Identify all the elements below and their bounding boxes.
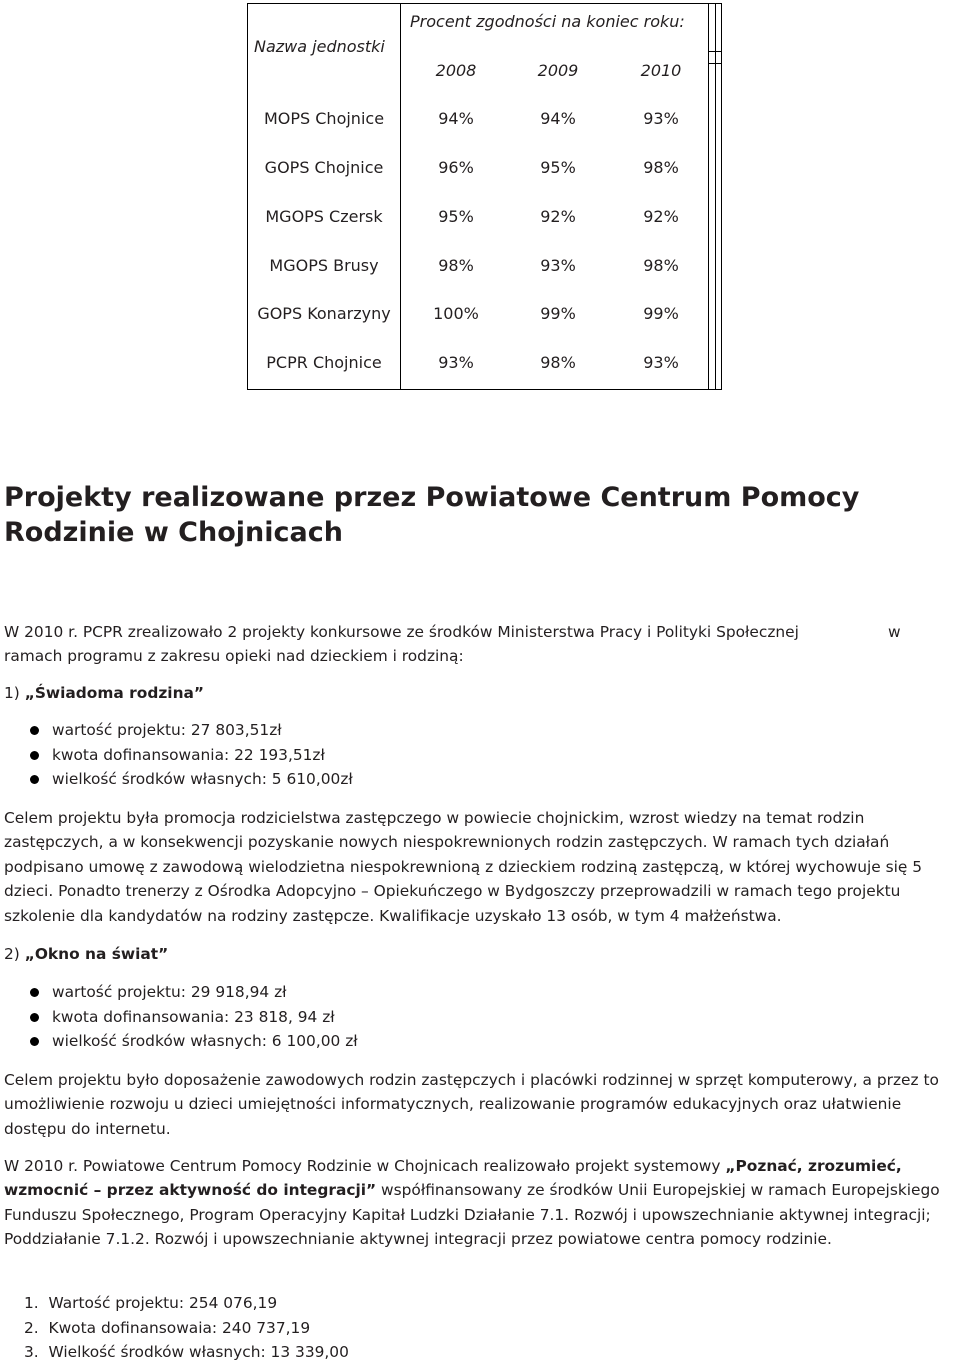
list-item-text: Wartość projektu: 254 076,19	[48, 1294, 278, 1312]
table-divider	[708, 4, 709, 389]
value-cell: 92%	[643, 207, 679, 226]
unit-name: MGOPS Czersk	[265, 207, 383, 226]
value-cell: 95%	[540, 158, 576, 177]
bullet-icon	[30, 775, 39, 784]
value-cell: 93%	[643, 353, 679, 372]
list-item-text: Wielkość środków własnych: 13 339,00	[48, 1343, 349, 1361]
list-item-text: kwota dofinansowania: 22 193,51zł	[52, 746, 325, 764]
list-item-text: wartość projektu: 29 918,94 zł	[52, 983, 287, 1001]
table-divider	[715, 4, 716, 389]
unit-name: MGOPS Brusy	[269, 256, 379, 275]
list-item-text: Kwota dofinansowaia: 240 737,19	[48, 1319, 311, 1337]
list-item	[52, 718, 282, 742]
value-cell: 94%	[540, 109, 576, 128]
value-cell: 100%	[433, 304, 479, 323]
value-cell: 94%	[438, 109, 474, 128]
value-cell: 93%	[540, 256, 576, 275]
value-cell: 99%	[643, 304, 679, 323]
year-header: 2009	[537, 61, 579, 80]
intro-line-1	[4, 620, 956, 644]
list-item-text: wielkość środków własnych: 6 100,00 zł	[52, 1032, 358, 1050]
value-cell: 98%	[643, 158, 679, 177]
list-number: 1.	[24, 1294, 39, 1312]
table-divider	[400, 4, 401, 389]
list-item-text: kwota dofinansowania: 23 818, 94 zł	[52, 1008, 335, 1026]
value-cell: 96%	[438, 158, 474, 177]
row-header: Nazwa jednostki	[254, 37, 385, 56]
systemic-project-paragraph	[4, 1154, 956, 1252]
project-title: „Okno na świat”	[24, 945, 169, 963]
systemic-rest: współfinansowany ze środków Unii Europejskiej w ramach Europejskiego Funduszu Społecznego, Program Operacyjny Kapitał Ludzki Działanie 7.1. Rozwój i upowszechnianie aktywnej integracji; Poddziałanie 7.1.2. Rozwój i upowszechnianie aktywnej integracji przez powiatowe centra pomocy rodzinie.	[4, 1181, 940, 1249]
value-cell: 93%	[438, 353, 474, 372]
bullet-icon	[30, 1013, 39, 1022]
list-item	[52, 767, 353, 791]
value-cell: 98%	[438, 256, 474, 275]
bullet-icon	[30, 726, 39, 735]
year-header: 2008	[435, 61, 477, 80]
value-cell: 98%	[540, 353, 576, 372]
section-heading: Projekty realizowane przez Powiatowe Centrum Pomocy Rodzinie w Chojnicach	[4, 482, 860, 548]
list-number: 3.	[24, 1343, 39, 1361]
intro-trailing-word: w	[888, 623, 901, 641]
col-group-header: Procent zgodności na koniec roku:	[410, 12, 685, 31]
value-cell: 98%	[643, 256, 679, 275]
list-item	[24, 1340, 349, 1364]
list-item	[52, 1005, 335, 1029]
bullet-icon	[30, 1037, 39, 1046]
project-number: 2)	[4, 945, 25, 963]
bullet-icon	[30, 988, 39, 997]
list-item	[52, 743, 325, 767]
project-1-description: Celem projektu była promocja rodzicielstwa zastępczego w powiecie chojnickim, wzrost wiedzy na temat rodzin zastępczych, a w konsekwencji pozyskanie nowych niespokrewnionych rodzin zastępczych. W ramach tych działań podpisano umowę z zawodową wielodzietna niespokrewnioną z dzieckiem rodziną zastępczą, w której wychowuje się 5 dzieci. Ponadto trenerzy z Ośrodka Adopcyjno – Opiekuńczego w Bydgoszczy przeprowadzili w ramach tego projektu szkolenie dla kandydatów na rodziny zastępcze. Kwalifikacje uzyskało 13 osób, w tym 4 małżeństwa.	[4, 809, 923, 925]
intro-text: W 2010 r. PCPR zrealizowało 2 projekty konkursowe ze środków Ministerstwa Pracy i Polityki Społecznej	[4, 623, 799, 641]
year-header: 2010	[640, 61, 682, 80]
intro-line-2: ramach programu z zakresu opieki nad dzieckiem i rodziną:	[4, 647, 464, 665]
unit-name: MOPS Chojnice	[263, 109, 385, 128]
compliance-table	[247, 3, 722, 390]
list-item	[24, 1316, 310, 1340]
project-2-title	[4, 942, 956, 966]
list-number: 2.	[24, 1319, 39, 1337]
table-divider	[708, 51, 721, 52]
value-cell: 99%	[540, 304, 576, 323]
value-cell: 93%	[643, 109, 679, 128]
systemic-title: „Poznać, zrozumieć, wzmocnić – przez aktywność do integracji”	[4, 1157, 902, 1200]
unit-name: PCPR Chojnice	[266, 353, 382, 372]
project-1-title	[4, 681, 956, 705]
list-item	[52, 1029, 358, 1053]
project-number: 1)	[4, 684, 25, 702]
systemic-lead: W 2010 r. Powiatowe Centrum Pomocy Rodzinie w Chojnicach realizowało projekt systemowy	[4, 1157, 726, 1175]
list-item-text: wartość projektu: 27 803,51zł	[52, 721, 282, 739]
list-item	[52, 980, 287, 1004]
list-item-text: wielkość środków własnych: 5 610,00zł	[52, 770, 353, 788]
value-cell: 92%	[540, 207, 576, 226]
unit-name: GOPS Chojnice	[264, 158, 384, 177]
table-divider	[708, 63, 721, 64]
list-item	[24, 1291, 277, 1315]
project-2-description: Celem projektu było doposażenie zawodowych rodzin zastępczych i placówki rodzinnej w sprzęt komputerowy, a przez to umożliwienie rozwoju u dzieci umiejętności informatycznych, realizowanie programów edukacyjnych oraz ułatwienie dostępu do internetu.	[4, 1071, 939, 1138]
unit-name: GOPS Konarzyny	[257, 304, 391, 323]
value-cell: 95%	[438, 207, 474, 226]
bullet-icon	[30, 751, 39, 760]
project-title: „Świadoma rodzina”	[24, 684, 205, 702]
